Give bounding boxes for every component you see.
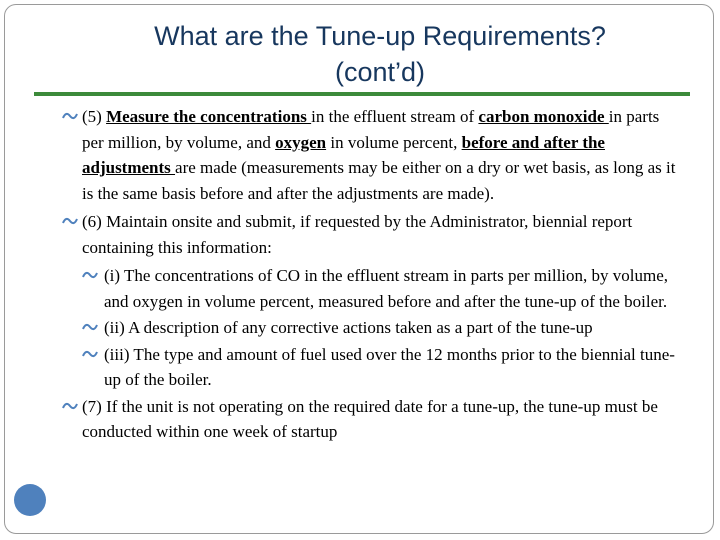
item-5-emph-1: Measure the concentrations — [106, 107, 312, 126]
item-5-emph-2: carbon monoxide — [478, 107, 609, 126]
item-5-text-2: in the effluent stream of — [311, 107, 479, 126]
item-5-emph-4: before and after the adjustments — [82, 132, 605, 177]
item-6-text: (6) Maintain onsite and submit, if requested by the Administrator, biennial report containing this information: — [82, 212, 633, 257]
item-5-text-3: in parts per million, by volume, and — [82, 107, 660, 152]
list-subitem-6iii — [0, 342, 684, 393]
slide-body — [0, 104, 720, 448]
wave-bullet-icon — [82, 348, 98, 360]
wave-bullet-icon — [62, 215, 78, 227]
wave-bullet-icon — [82, 269, 98, 281]
item-6i-text: (i) The concentrations of CO in the effluent stream in parts per million, by volume, and oxygen in volume percent, measured before and after the tune-up of the boiler. — [104, 266, 669, 311]
list-item-7 — [0, 394, 682, 445]
list-item-5 — [0, 104, 682, 206]
wave-bullet-icon — [62, 110, 78, 122]
item-6ii-text: (ii) A description of any corrective actions taken as a part of the tune-up — [104, 318, 593, 337]
wave-bullet-icon — [62, 400, 78, 412]
title-divider — [34, 92, 690, 96]
item-7-text: (7) If the unit is not operating on the required date for a tune-up, the tune-up must be conducted within one week of startup — [82, 396, 658, 441]
slide-corner-circle — [14, 484, 46, 516]
wave-bullet-icon — [82, 321, 98, 333]
item-5-text-5: are made (measurements may be either on a dry or wet basis, as long as it is the same basis before and after the adjustments are made). — [82, 158, 676, 203]
title-line-2: (cont’d) — [334, 57, 426, 87]
item-6iii-text: (iii) The type and amount of fuel used over the 12 months prior to the biennial tune-up of the boiler. — [104, 344, 675, 389]
list-subitem-6ii — [0, 315, 684, 341]
item-5-emph-3: oxygen — [275, 132, 327, 152]
item-5-text-4: in volume percent, — [326, 132, 462, 152]
list-item-6 — [0, 209, 682, 260]
title-line-1: What are the Tune-up Requirements? — [154, 21, 606, 51]
slide-title — [20, 18, 720, 90]
list-subitem-6i — [0, 263, 684, 314]
item-5-text-1: (5) — [82, 107, 107, 126]
